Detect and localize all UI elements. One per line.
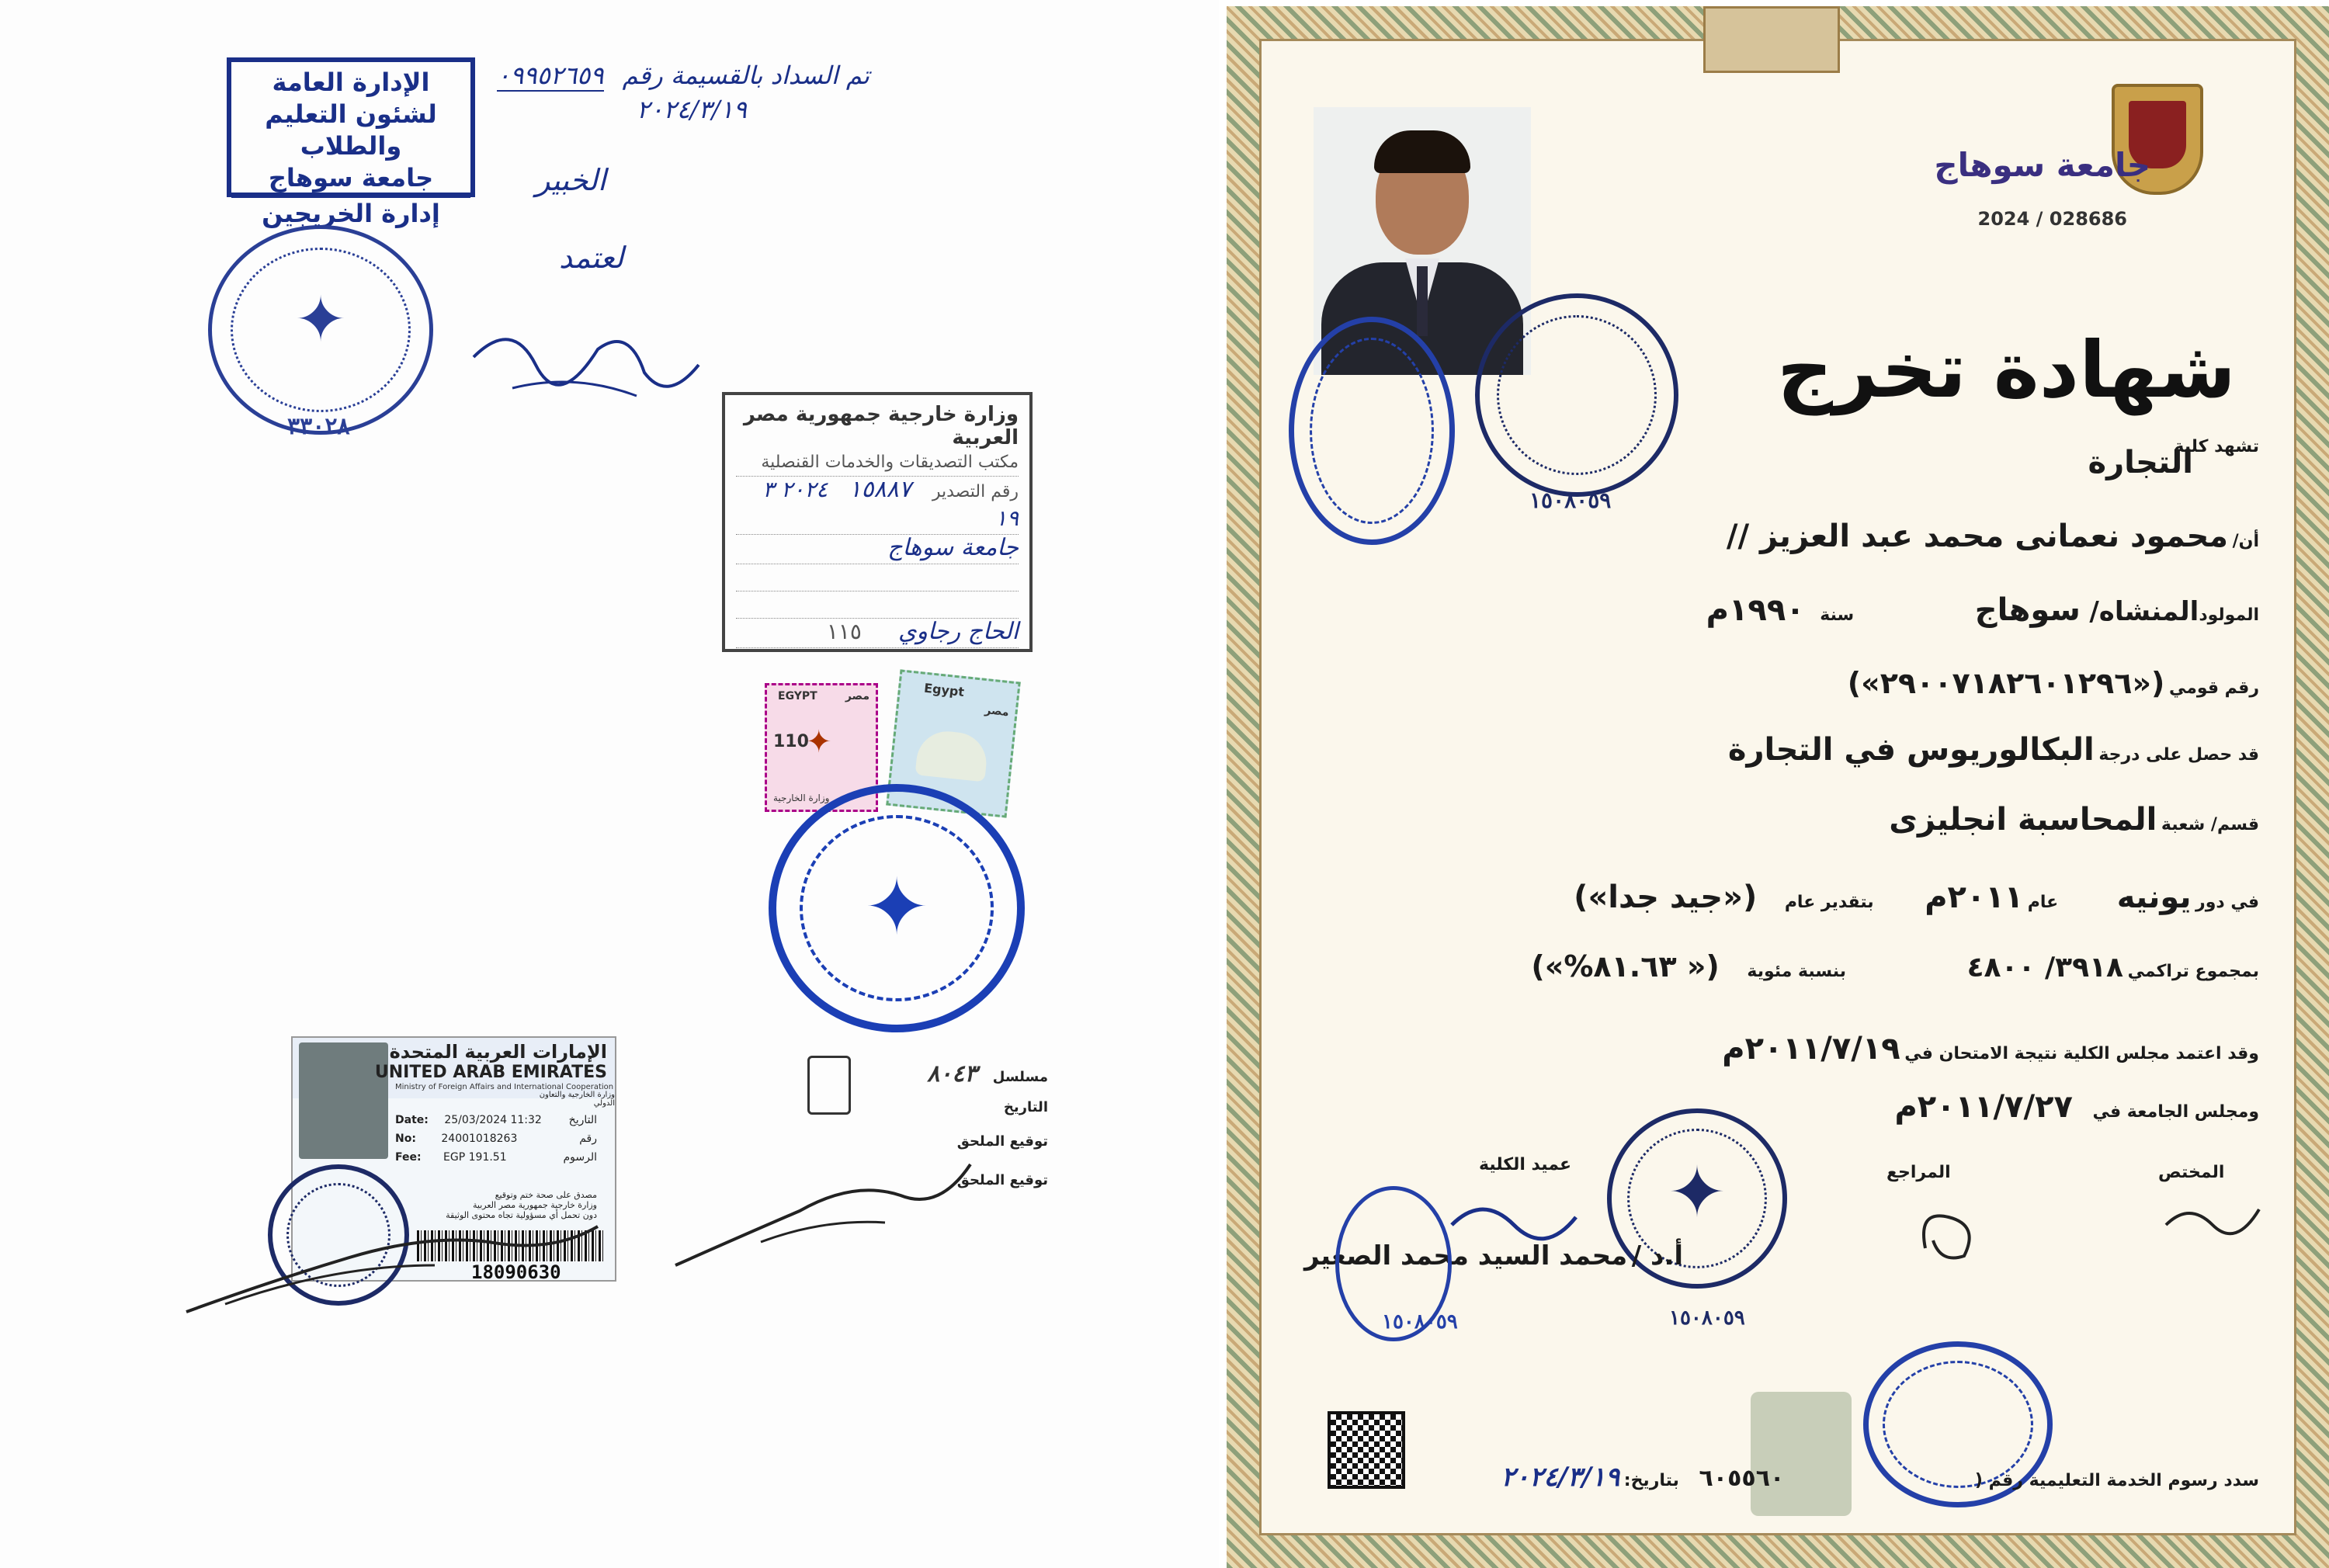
mfa-stamp-issue-row xyxy=(736,477,1019,535)
fees-number: ٦٠٥٥٦٠ xyxy=(1699,1465,1785,1492)
mfa-stamp-office: مكتب التصديقات والخدمات القنصلية xyxy=(736,449,1019,477)
council-date: ٢٠١١/٧/١٩م xyxy=(1722,1031,1900,1067)
certificate-title: شهادة تخرج xyxy=(1777,324,2236,415)
reference-number: 2024 / 028686 xyxy=(1977,208,2127,230)
year: ٢٠١١م xyxy=(1925,879,2024,915)
college-label: تشهد كلية xyxy=(2174,437,2259,456)
seal-number-1: ٣٣٠٢٨ xyxy=(287,413,350,440)
fees-date-label: بتاريخ: xyxy=(1623,1471,1679,1490)
uae-fee-value: EGP 191.51 xyxy=(443,1151,507,1164)
dean-label: عميد الكلية xyxy=(1479,1155,1572,1174)
mfa-stamp-header: وزارة خارجية جمهورية مصر العربية xyxy=(743,403,1019,449)
revenue-stamp-2-country-ar: مصر xyxy=(984,704,1010,720)
uae-hologram-icon xyxy=(299,1042,388,1159)
college: التجارة xyxy=(2088,445,2193,480)
uae-no-value: 24001018263 xyxy=(441,1133,518,1145)
attest-signer-label: توقيع الملحق xyxy=(956,1133,1048,1150)
specialist-signature xyxy=(2158,1186,2267,1248)
mfa-certifier: جامعة سوهاج xyxy=(887,534,1019,561)
degree-label: قد حصل على درجة xyxy=(2098,745,2259,765)
handwritten-signature-2 xyxy=(179,1211,613,1327)
dean-name-prefix: أ.د / xyxy=(1631,1240,1684,1271)
top-border-emblem-icon xyxy=(1703,6,1840,73)
birth-year: ١٩٩٠م xyxy=(1706,592,1805,628)
stamp-line-3: جامعة سوهاج xyxy=(268,163,434,193)
univ-council-row xyxy=(1894,1089,2259,1125)
eagle-emblem-icon: ✦ xyxy=(1668,1152,1727,1233)
name-row xyxy=(1727,519,2259,554)
navy-seal-photo xyxy=(1475,293,1678,497)
grade: («جيد جدا») xyxy=(1574,879,1758,915)
revenue-stamp-2-country: Egypt xyxy=(923,680,965,700)
national-id-row xyxy=(1848,666,2259,700)
handwritten-note-2: لعتمد xyxy=(559,241,624,275)
national-id-label: رقم قومي xyxy=(2168,678,2259,698)
uae-fee-label-ar: الرسوم xyxy=(563,1151,597,1164)
uae-date-row xyxy=(395,1114,597,1126)
session-row xyxy=(1574,879,2259,915)
total-label: بمجموع تراكمي xyxy=(2127,962,2259,981)
payment-note-date: ٢٠٢٤/٣/١٩ xyxy=(637,95,747,124)
percent: (« ٨١.٦٣%») xyxy=(1531,949,1720,983)
uae-date-value: 25/03/2024 11:32 xyxy=(444,1114,542,1126)
univ-council-date: ٢٠١١/٧/٢٧م xyxy=(1894,1089,2073,1125)
birth-row xyxy=(1706,592,2259,628)
uae-title-ar: الإمارات العربية المتحدة xyxy=(389,1041,607,1063)
uae-no-row xyxy=(395,1133,597,1145)
attest-serial-value: ٨٠٤٣ xyxy=(927,1060,977,1088)
eagle-icon: ✦ xyxy=(806,724,832,760)
fees-date: ٢٠٢٤/٣/١٩ xyxy=(1501,1462,1620,1493)
specialist-label: المختص xyxy=(2158,1163,2225,1182)
birth-place: سوهاج xyxy=(1974,592,2081,628)
eagle-emblem-icon: ✦ xyxy=(864,862,929,952)
fees-label: سدد رسوم الخدمة التعليمية رقم ( xyxy=(1974,1471,2259,1490)
univ-council-label: ومجلس الجامعة في xyxy=(2092,1102,2259,1122)
stamp-line-2: لشئون التعليم والطلاب xyxy=(265,99,437,161)
year-label: عام xyxy=(2027,893,2059,912)
council-row xyxy=(1722,1031,2259,1067)
session: يونيه xyxy=(2116,879,2192,915)
seal-number-photo: ١٥٠٨٠٥٩ xyxy=(1529,487,1612,513)
attest-serial-row xyxy=(927,1060,1048,1088)
foreign-ministry-stamp xyxy=(722,392,1033,652)
council-label: وقد اعتمد مجلس الكلية نتيجة الامتحان في xyxy=(1904,1044,2259,1063)
graduate-name: محمود نعمانى محمد عبد العزيز // xyxy=(1726,519,2229,554)
fees-row xyxy=(1501,1462,2259,1493)
revenue-stamp-1-country: EGYPT xyxy=(778,690,817,702)
uae-ministry-ar: وزارة الخارجية والتعاون الدولي xyxy=(539,1091,615,1108)
hologram-sticker-icon xyxy=(1751,1392,1852,1516)
handwritten-signature-3 xyxy=(668,1149,978,1273)
department-row xyxy=(1889,802,2259,838)
revenue-stamp-1-country-ar: مصر xyxy=(845,690,869,702)
department-label: قسم/ شعبة xyxy=(2161,815,2259,834)
attest-serial-label: مسلسل xyxy=(992,1069,1048,1085)
emblem-icon xyxy=(807,1056,851,1115)
degree: البكالوريوس في التجارة xyxy=(1727,732,2095,768)
payment-note-text: تم السداد بالقسيمة رقم xyxy=(622,61,870,90)
graduation-certificate xyxy=(1227,6,2329,1568)
degree-row xyxy=(1728,732,2259,768)
stamp-line-1: الإدارة العامة xyxy=(272,68,430,97)
mfa-stamp-fee-row xyxy=(736,619,1019,648)
uae-serial: 18090630 xyxy=(471,1261,561,1283)
seal-number-faculty: ١٥٠٨٠٥٩ xyxy=(1669,1306,1745,1330)
bird-icon xyxy=(915,728,990,782)
foreign-ministry-blue-seal xyxy=(769,784,1025,1032)
uae-note-line-2: وزارة خارجية جمهورية مصر العربية xyxy=(473,1200,597,1210)
total-row xyxy=(1531,949,2259,983)
department: المحاسبة انجليزى xyxy=(1889,802,2157,838)
uae-title-en: UNITED ARAB EMIRATES xyxy=(374,1063,607,1082)
birth-label: المولود xyxy=(2199,605,2259,625)
mfa-fee: ١١٥ xyxy=(826,619,862,644)
stamp-line-4: إدارة الخريجين xyxy=(231,196,470,230)
mfa-issue-number: ١٥٨٨٧ xyxy=(849,476,911,503)
uae-note-line-3: دون تحمل أي مسؤولية تجاه محتوى الوثيقة xyxy=(446,1210,597,1220)
mfa-issue-label: رقم التصدير xyxy=(932,482,1019,501)
attest-date-label: التاريخ xyxy=(1003,1099,1048,1115)
birth-year-label: سنة xyxy=(1820,605,1855,625)
payment-note-number: ٠٩٩٥٢٦٥٩ xyxy=(497,61,604,90)
mfa-stamp-certifier-row xyxy=(736,535,1019,564)
blue-seal-left xyxy=(1289,317,1455,545)
attest-attache-label: توقيع الملحق xyxy=(956,1172,1048,1188)
revenue-stamp-1-ministry: وزارة الخارجية xyxy=(773,793,830,803)
handwritten-signature-1 xyxy=(466,310,722,419)
uae-ministry-en: Ministry of Foreign Affairs and International Cooperation xyxy=(395,1083,614,1091)
uae-date-label-ar: التاريخ xyxy=(568,1114,597,1126)
grade-label: بتقدير عام xyxy=(1784,893,1874,912)
mfa-signature: الحاج رجاوي xyxy=(897,618,1019,645)
eagle-emblem-icon: ✦ xyxy=(294,283,347,356)
birth-place-label: المنشاه/ xyxy=(2089,596,2199,627)
dean-name: محمد السيد محمد الصغير xyxy=(1304,1240,1628,1271)
uae-no-label-ar: رقم xyxy=(579,1133,597,1145)
mfa-issue-date: ٢٠٢٤ ٣ ١٩ xyxy=(762,477,1019,531)
university-name: جامعة سوهاج xyxy=(1934,146,2150,184)
uae-no-label: No: xyxy=(395,1133,416,1145)
uae-fee-label: Fee: xyxy=(395,1151,422,1164)
uae-date-label: Date: xyxy=(395,1114,429,1126)
qr-code xyxy=(1328,1411,1405,1489)
seal-number-dean: ١٥٠٨٠٥٩ xyxy=(1382,1310,1458,1334)
name-label: أن/ xyxy=(2232,532,2259,551)
uae-note-line-1: مصدق على صحة ختم وتوقيع xyxy=(495,1190,597,1200)
sohag-university-round-seal xyxy=(208,225,433,435)
graduates-admin-stamp xyxy=(227,57,475,228)
uae-fee-row xyxy=(395,1151,597,1164)
total: ٣٩١٨/ ٤٨٠٠ xyxy=(1966,952,2124,983)
national-id: («٢٩٠٠٧١٨٢٦٠١٢٩٦») xyxy=(1847,666,2165,700)
percent-label: بنسبة مئوية xyxy=(1747,962,1846,981)
payment-note xyxy=(497,61,869,90)
handwritten-note-1: الخبير xyxy=(536,163,606,197)
session-label: في دور xyxy=(2195,893,2259,912)
reviewer-signature xyxy=(1910,1194,1995,1264)
revenue-stamp-1-value: 110 xyxy=(773,732,809,751)
reviewer-label: المراجع xyxy=(1886,1163,1951,1182)
